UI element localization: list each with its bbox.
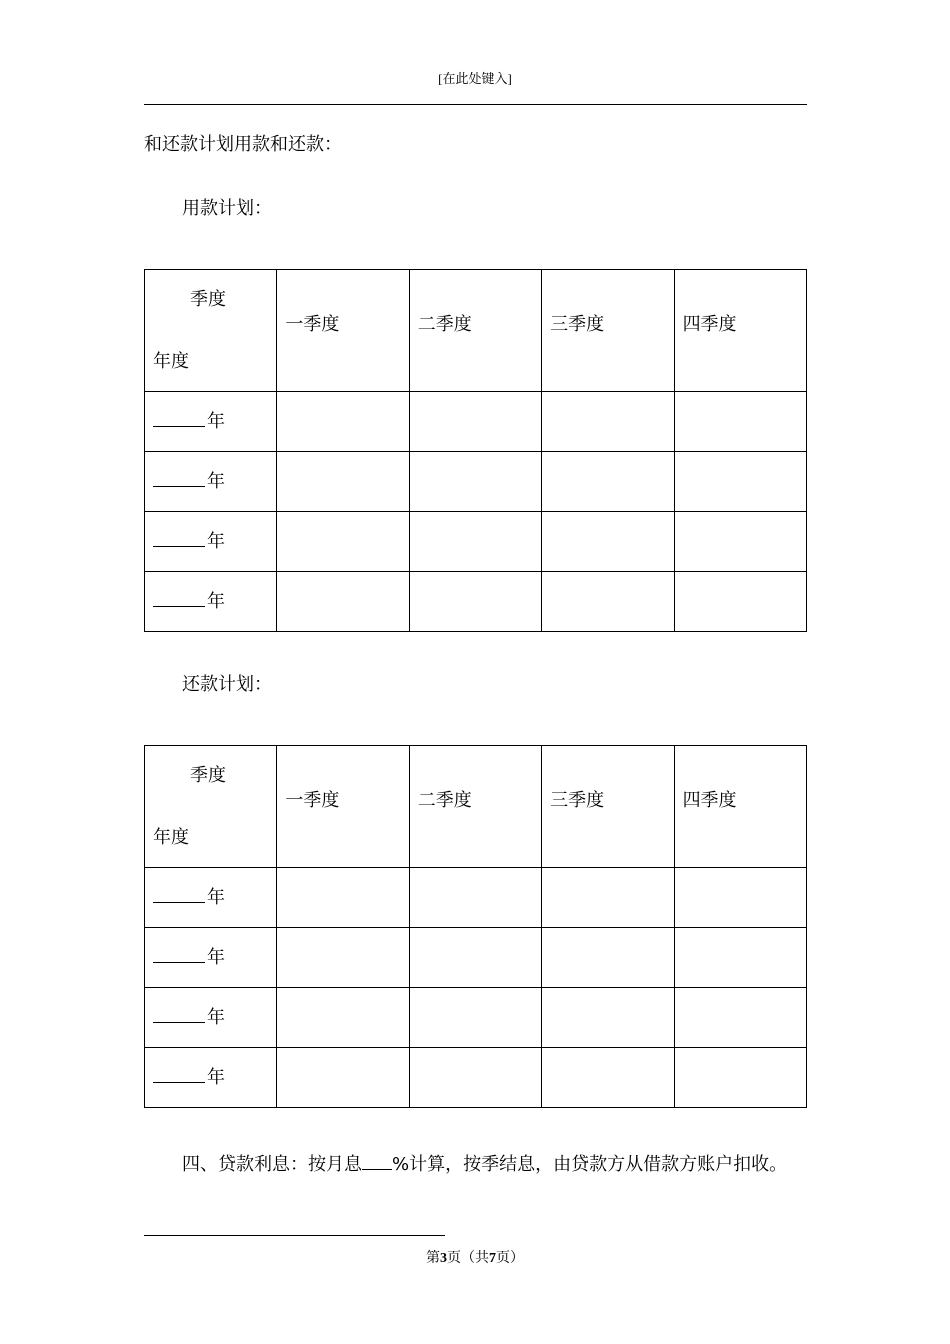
corner-year-label: 年度 — [153, 351, 189, 372]
corner-year-label: 年度 — [153, 827, 189, 848]
table-cell — [409, 572, 541, 632]
table-cell — [674, 928, 806, 988]
year-blank — [153, 527, 205, 547]
year-cell: 年 — [145, 988, 277, 1048]
table-cell — [409, 392, 541, 452]
quarter-header: 一季度 — [277, 746, 409, 868]
table-cell — [674, 988, 806, 1048]
year-blank — [153, 883, 205, 903]
table-cell — [277, 512, 409, 572]
table-cell — [277, 928, 409, 988]
total-pages: 7 — [489, 1251, 496, 1266]
page-header: [在此处键入] — [438, 71, 512, 86]
table-row — [145, 572, 807, 632]
quarter-header: 一季度 — [277, 270, 409, 392]
corner-cell — [145, 270, 277, 392]
interest-rate-blank — [362, 1150, 392, 1170]
year-blank — [153, 943, 205, 963]
table-cell — [409, 868, 541, 928]
footnote-divider — [144, 1235, 445, 1236]
table-cell — [674, 512, 806, 572]
table-cell — [674, 868, 806, 928]
page-number: 3 — [440, 1251, 447, 1266]
year-cell: 年 — [145, 1048, 277, 1108]
table-cell — [674, 392, 806, 452]
table-cell — [542, 572, 674, 632]
table-cell — [277, 988, 409, 1048]
table-cell — [674, 572, 806, 632]
table-cell — [674, 1048, 806, 1108]
table-cell — [409, 1048, 541, 1108]
intro-paragraph: 和还款计划用款和还款： — [144, 134, 342, 155]
table-cell — [542, 512, 674, 572]
interest-suffix: %计算，按季结息，由贷款方从借款方账户扣收。 — [392, 1154, 788, 1175]
quarter-header: 四季度 — [674, 270, 806, 392]
year-cell: 年 — [145, 868, 277, 928]
table-row — [145, 1048, 807, 1108]
table-row — [145, 988, 807, 1048]
repay-plan-title: 还款计划： — [182, 674, 272, 695]
table-header-row — [145, 270, 807, 392]
year-cell: 年 — [145, 572, 277, 632]
table-cell — [409, 928, 541, 988]
interest-prefix: 四、贷款利息：按月息 — [182, 1154, 362, 1175]
table-cell — [542, 1048, 674, 1108]
year-blank — [153, 1003, 205, 1023]
table-cell — [277, 572, 409, 632]
table-cell — [277, 1048, 409, 1108]
year-cell: 年 — [145, 928, 277, 988]
year-cell: 年 — [145, 392, 277, 452]
table-cell — [542, 988, 674, 1048]
table-cell — [409, 988, 541, 1048]
year-blank — [153, 467, 205, 487]
year-cell: 年 — [145, 512, 277, 572]
page-footer: 第3页（共7页） — [426, 1251, 524, 1266]
year-cell: 年 — [145, 452, 277, 512]
corner-quarter-label: 季度 — [190, 765, 226, 786]
header-divider — [144, 104, 807, 105]
repay-plan-table — [144, 745, 807, 1108]
year-blank — [153, 1063, 205, 1083]
year-blank — [153, 587, 205, 607]
table-cell — [409, 452, 541, 512]
corner-cell — [145, 746, 277, 868]
table-cell — [674, 452, 806, 512]
table-cell — [277, 452, 409, 512]
quarter-header: 四季度 — [674, 746, 806, 868]
quarter-header: 二季度 — [409, 746, 541, 868]
interest-clause — [182, 1150, 787, 1177]
year-blank — [153, 407, 205, 427]
table-row — [145, 868, 807, 928]
quarter-header: 二季度 — [409, 270, 541, 392]
table-row — [145, 452, 807, 512]
table-row — [145, 392, 807, 452]
quarter-header: 三季度 — [542, 270, 674, 392]
table-row — [145, 928, 807, 988]
table-cell — [542, 868, 674, 928]
corner-quarter-label: 季度 — [190, 289, 226, 310]
use-plan-table — [144, 269, 807, 632]
table-cell — [409, 512, 541, 572]
table-cell — [277, 868, 409, 928]
table-cell — [277, 392, 409, 452]
table-row — [145, 512, 807, 572]
table-cell — [542, 452, 674, 512]
quarter-header: 三季度 — [542, 746, 674, 868]
table-header-row — [145, 746, 807, 868]
table-cell — [542, 392, 674, 452]
use-plan-title: 用款计划： — [182, 198, 272, 219]
table-cell — [542, 928, 674, 988]
